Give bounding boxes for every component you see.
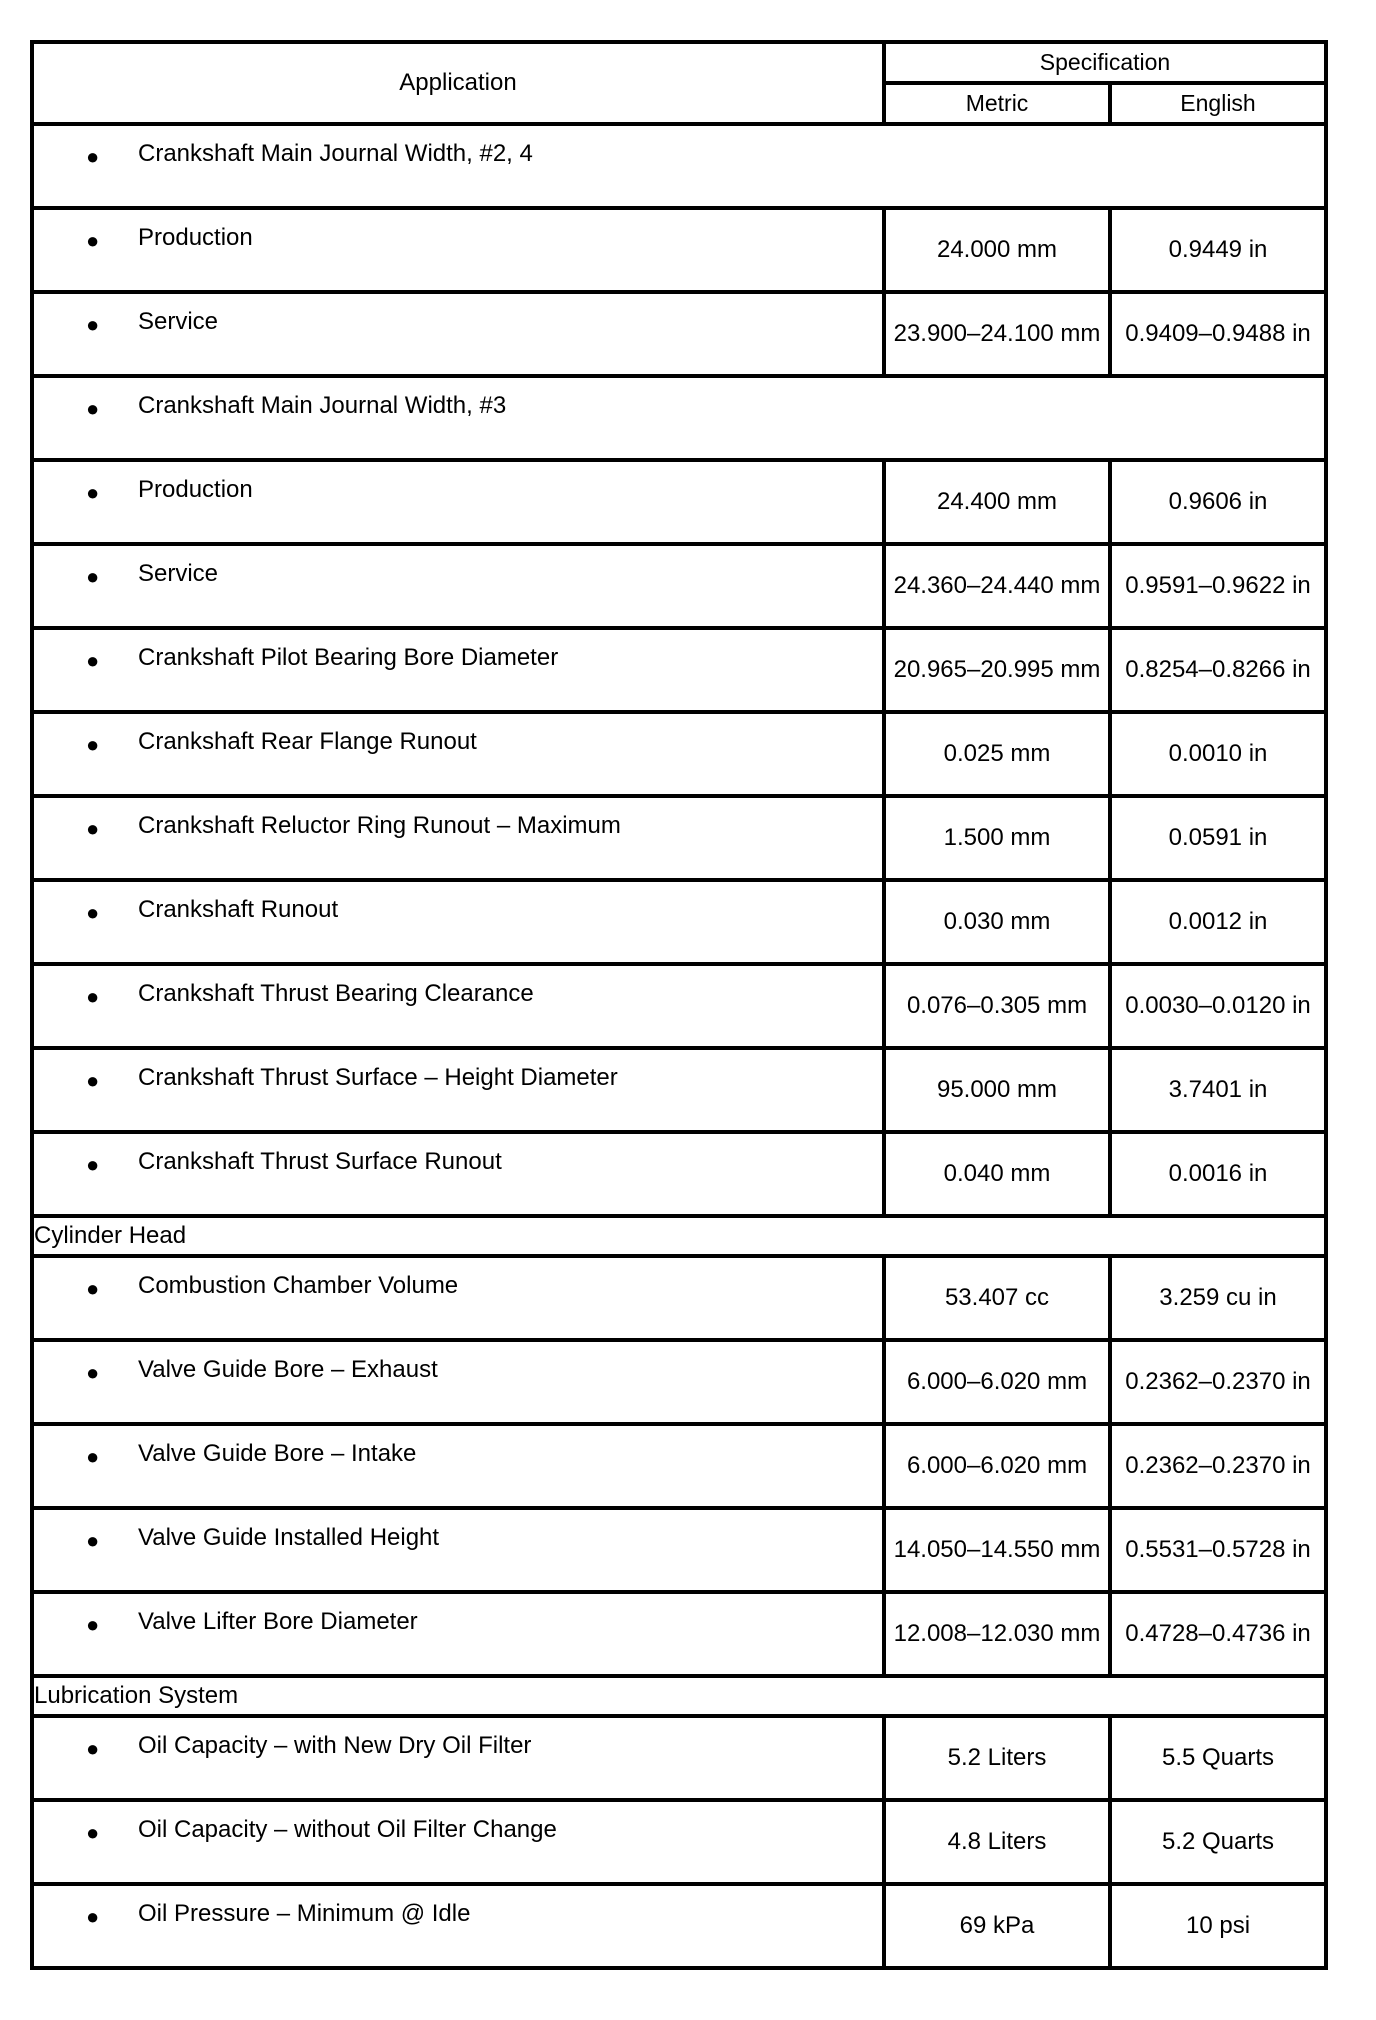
application-cell <box>32 1508 884 1592</box>
table-body <box>32 124 1326 1968</box>
header-application: Application <box>32 42 884 124</box>
metric-value: 24.400 mm <box>884 460 1110 544</box>
bullet-icon: ● <box>86 1444 100 1469</box>
bullet-icon: ● <box>86 1820 100 1845</box>
table-row <box>32 1508 1326 1592</box>
application-cell <box>32 1132 884 1216</box>
group-row <box>32 124 1326 208</box>
application-cell <box>32 292 884 376</box>
metric-value: 14.050–14.550 mm <box>884 1508 1110 1592</box>
application-cell <box>32 208 884 292</box>
application-cell <box>32 1424 884 1508</box>
bullet-icon: ● <box>86 312 100 337</box>
metric-value: 6.000–6.020 mm <box>884 1340 1110 1424</box>
section-row <box>32 1216 1326 1256</box>
table-row <box>32 460 1326 544</box>
metric-value: 95.000 mm <box>884 1048 1110 1132</box>
application-cell <box>32 1256 884 1340</box>
english-value: 0.9606 in <box>1110 460 1326 544</box>
table-row <box>32 1340 1326 1424</box>
table-row <box>32 796 1326 880</box>
application-cell <box>32 460 884 544</box>
bullet-icon: ● <box>86 1276 100 1301</box>
table-row <box>32 292 1326 376</box>
application-cell <box>32 1800 884 1884</box>
application-cell <box>32 544 884 628</box>
application-cell <box>32 1340 884 1424</box>
table-row <box>32 1132 1326 1216</box>
english-value: 5.5 Quarts <box>1110 1716 1326 1800</box>
bullet-icon: ● <box>86 144 100 169</box>
bullet-icon: ● <box>86 1736 100 1761</box>
english-value: 0.9409–0.9488 in <box>1110 292 1326 376</box>
application-cell <box>32 628 884 712</box>
application-label: Crankshaft Thrust Surface – Height Diameter <box>138 1064 618 1091</box>
section-row <box>32 1676 1326 1716</box>
header-row <box>32 42 1326 83</box>
application-label: Crankshaft Main Journal Width, #3 <box>138 392 507 419</box>
table-row <box>32 208 1326 292</box>
english-value: 0.2362–0.2370 in <box>1110 1424 1326 1508</box>
bullet-icon: ● <box>86 1612 100 1637</box>
english-value: 0.0012 in <box>1110 880 1326 964</box>
application-label: Crankshaft Rear Flange Runout <box>138 728 477 755</box>
header-metric: Metric <box>884 83 1110 124</box>
application-label: Production <box>138 476 253 503</box>
metric-value: 1.500 mm <box>884 796 1110 880</box>
bullet-icon: ● <box>86 1068 100 1093</box>
bullet-icon: ● <box>86 732 100 757</box>
table-row <box>32 964 1326 1048</box>
application-cell <box>32 376 1326 460</box>
table-row <box>32 544 1326 628</box>
metric-value: 24.360–24.440 mm <box>884 544 1110 628</box>
application-cell <box>32 1716 884 1800</box>
english-value: 0.0030–0.0120 in <box>1110 964 1326 1048</box>
metric-value: 0.025 mm <box>884 712 1110 796</box>
application-label: Crankshaft Runout <box>138 896 339 923</box>
metric-value: 0.040 mm <box>884 1132 1110 1216</box>
application-label: Service <box>138 560 219 587</box>
application-label: Oil Capacity – with New Dry Oil Filter <box>138 1732 532 1759</box>
application-label: Combustion Chamber Volume <box>138 1272 459 1299</box>
metric-value: 24.000 mm <box>884 208 1110 292</box>
table-row <box>32 1256 1326 1340</box>
table-row <box>32 1884 1326 1968</box>
metric-value: 6.000–6.020 mm <box>884 1424 1110 1508</box>
application-label: Valve Lifter Bore Diameter <box>138 1608 418 1635</box>
section-label: Lubrication System <box>32 1676 1326 1716</box>
header-specification: Specification <box>884 42 1326 83</box>
bullet-icon: ● <box>86 1528 100 1553</box>
table-row <box>32 1800 1326 1884</box>
english-value: 0.0016 in <box>1110 1132 1326 1216</box>
bullet-icon: ● <box>86 1360 100 1385</box>
english-value: 10 psi <box>1110 1884 1326 1968</box>
english-value: 0.9449 in <box>1110 208 1326 292</box>
bullet-icon: ● <box>86 564 100 589</box>
table-row <box>32 712 1326 796</box>
table-row <box>32 1048 1326 1132</box>
application-cell <box>32 1884 884 1968</box>
bullet-icon: ● <box>86 228 100 253</box>
application-label: Valve Guide Installed Height <box>138 1524 440 1551</box>
section-label: Cylinder Head <box>32 1216 1326 1256</box>
specification-table <box>30 40 1328 1970</box>
metric-value: 69 kPa <box>884 1884 1110 1968</box>
application-label: Oil Pressure – Minimum @ Idle <box>138 1900 471 1927</box>
header-english: English <box>1110 83 1326 124</box>
application-cell <box>32 1048 884 1132</box>
english-value: 5.2 Quarts <box>1110 1800 1326 1884</box>
english-value: 0.0591 in <box>1110 796 1326 880</box>
application-label: Service <box>138 308 219 335</box>
application-label: Crankshaft Main Journal Width, #2, 4 <box>138 140 533 167</box>
bullet-icon: ● <box>86 816 100 841</box>
application-label: Crankshaft Reluctor Ring Runout – Maximum <box>138 812 621 839</box>
application-label: Crankshaft Pilot Bearing Bore Diameter <box>138 644 559 671</box>
table-row <box>32 880 1326 964</box>
application-label: Valve Guide Bore – Intake <box>138 1440 417 1467</box>
group-row <box>32 376 1326 460</box>
bullet-icon: ● <box>86 480 100 505</box>
table-row <box>32 1592 1326 1676</box>
bullet-icon: ● <box>86 900 100 925</box>
bullet-icon: ● <box>86 648 100 673</box>
english-value: 0.2362–0.2370 in <box>1110 1340 1326 1424</box>
english-value: 0.0010 in <box>1110 712 1326 796</box>
table-row <box>32 628 1326 712</box>
english-value: 0.4728–0.4736 in <box>1110 1592 1326 1676</box>
application-cell <box>32 796 884 880</box>
application-label: Production <box>138 224 253 251</box>
english-value: 0.8254–0.8266 in <box>1110 628 1326 712</box>
application-label: Valve Guide Bore – Exhaust <box>138 1356 438 1383</box>
english-value: 3.259 cu in <box>1110 1256 1326 1340</box>
metric-value: 0.030 mm <box>884 880 1110 964</box>
metric-value: 0.076–0.305 mm <box>884 964 1110 1048</box>
table-row <box>32 1424 1326 1508</box>
bullet-icon: ● <box>86 396 100 421</box>
english-value: 0.5531–0.5728 in <box>1110 1508 1326 1592</box>
english-value: 0.9591–0.9622 in <box>1110 544 1326 628</box>
application-cell <box>32 124 1326 208</box>
application-cell <box>32 1592 884 1676</box>
application-label: Crankshaft Thrust Bearing Clearance <box>138 980 534 1007</box>
bullet-icon: ● <box>86 1152 100 1177</box>
application-label: Oil Capacity – without Oil Filter Change <box>138 1816 557 1843</box>
application-cell <box>32 880 884 964</box>
bullet-icon: ● <box>86 1904 100 1929</box>
bullet-icon: ● <box>86 984 100 1009</box>
metric-value: 53.407 cc <box>884 1256 1110 1340</box>
metric-value: 12.008–12.030 mm <box>884 1592 1110 1676</box>
metric-value: 20.965–20.995 mm <box>884 628 1110 712</box>
application-label: Crankshaft Thrust Surface Runout <box>138 1148 502 1175</box>
english-value: 3.7401 in <box>1110 1048 1326 1132</box>
table-row <box>32 1716 1326 1800</box>
metric-value: 4.8 Liters <box>884 1800 1110 1884</box>
application-cell <box>32 964 884 1048</box>
metric-value: 23.900–24.100 mm <box>884 292 1110 376</box>
application-cell <box>32 712 884 796</box>
metric-value: 5.2 Liters <box>884 1716 1110 1800</box>
